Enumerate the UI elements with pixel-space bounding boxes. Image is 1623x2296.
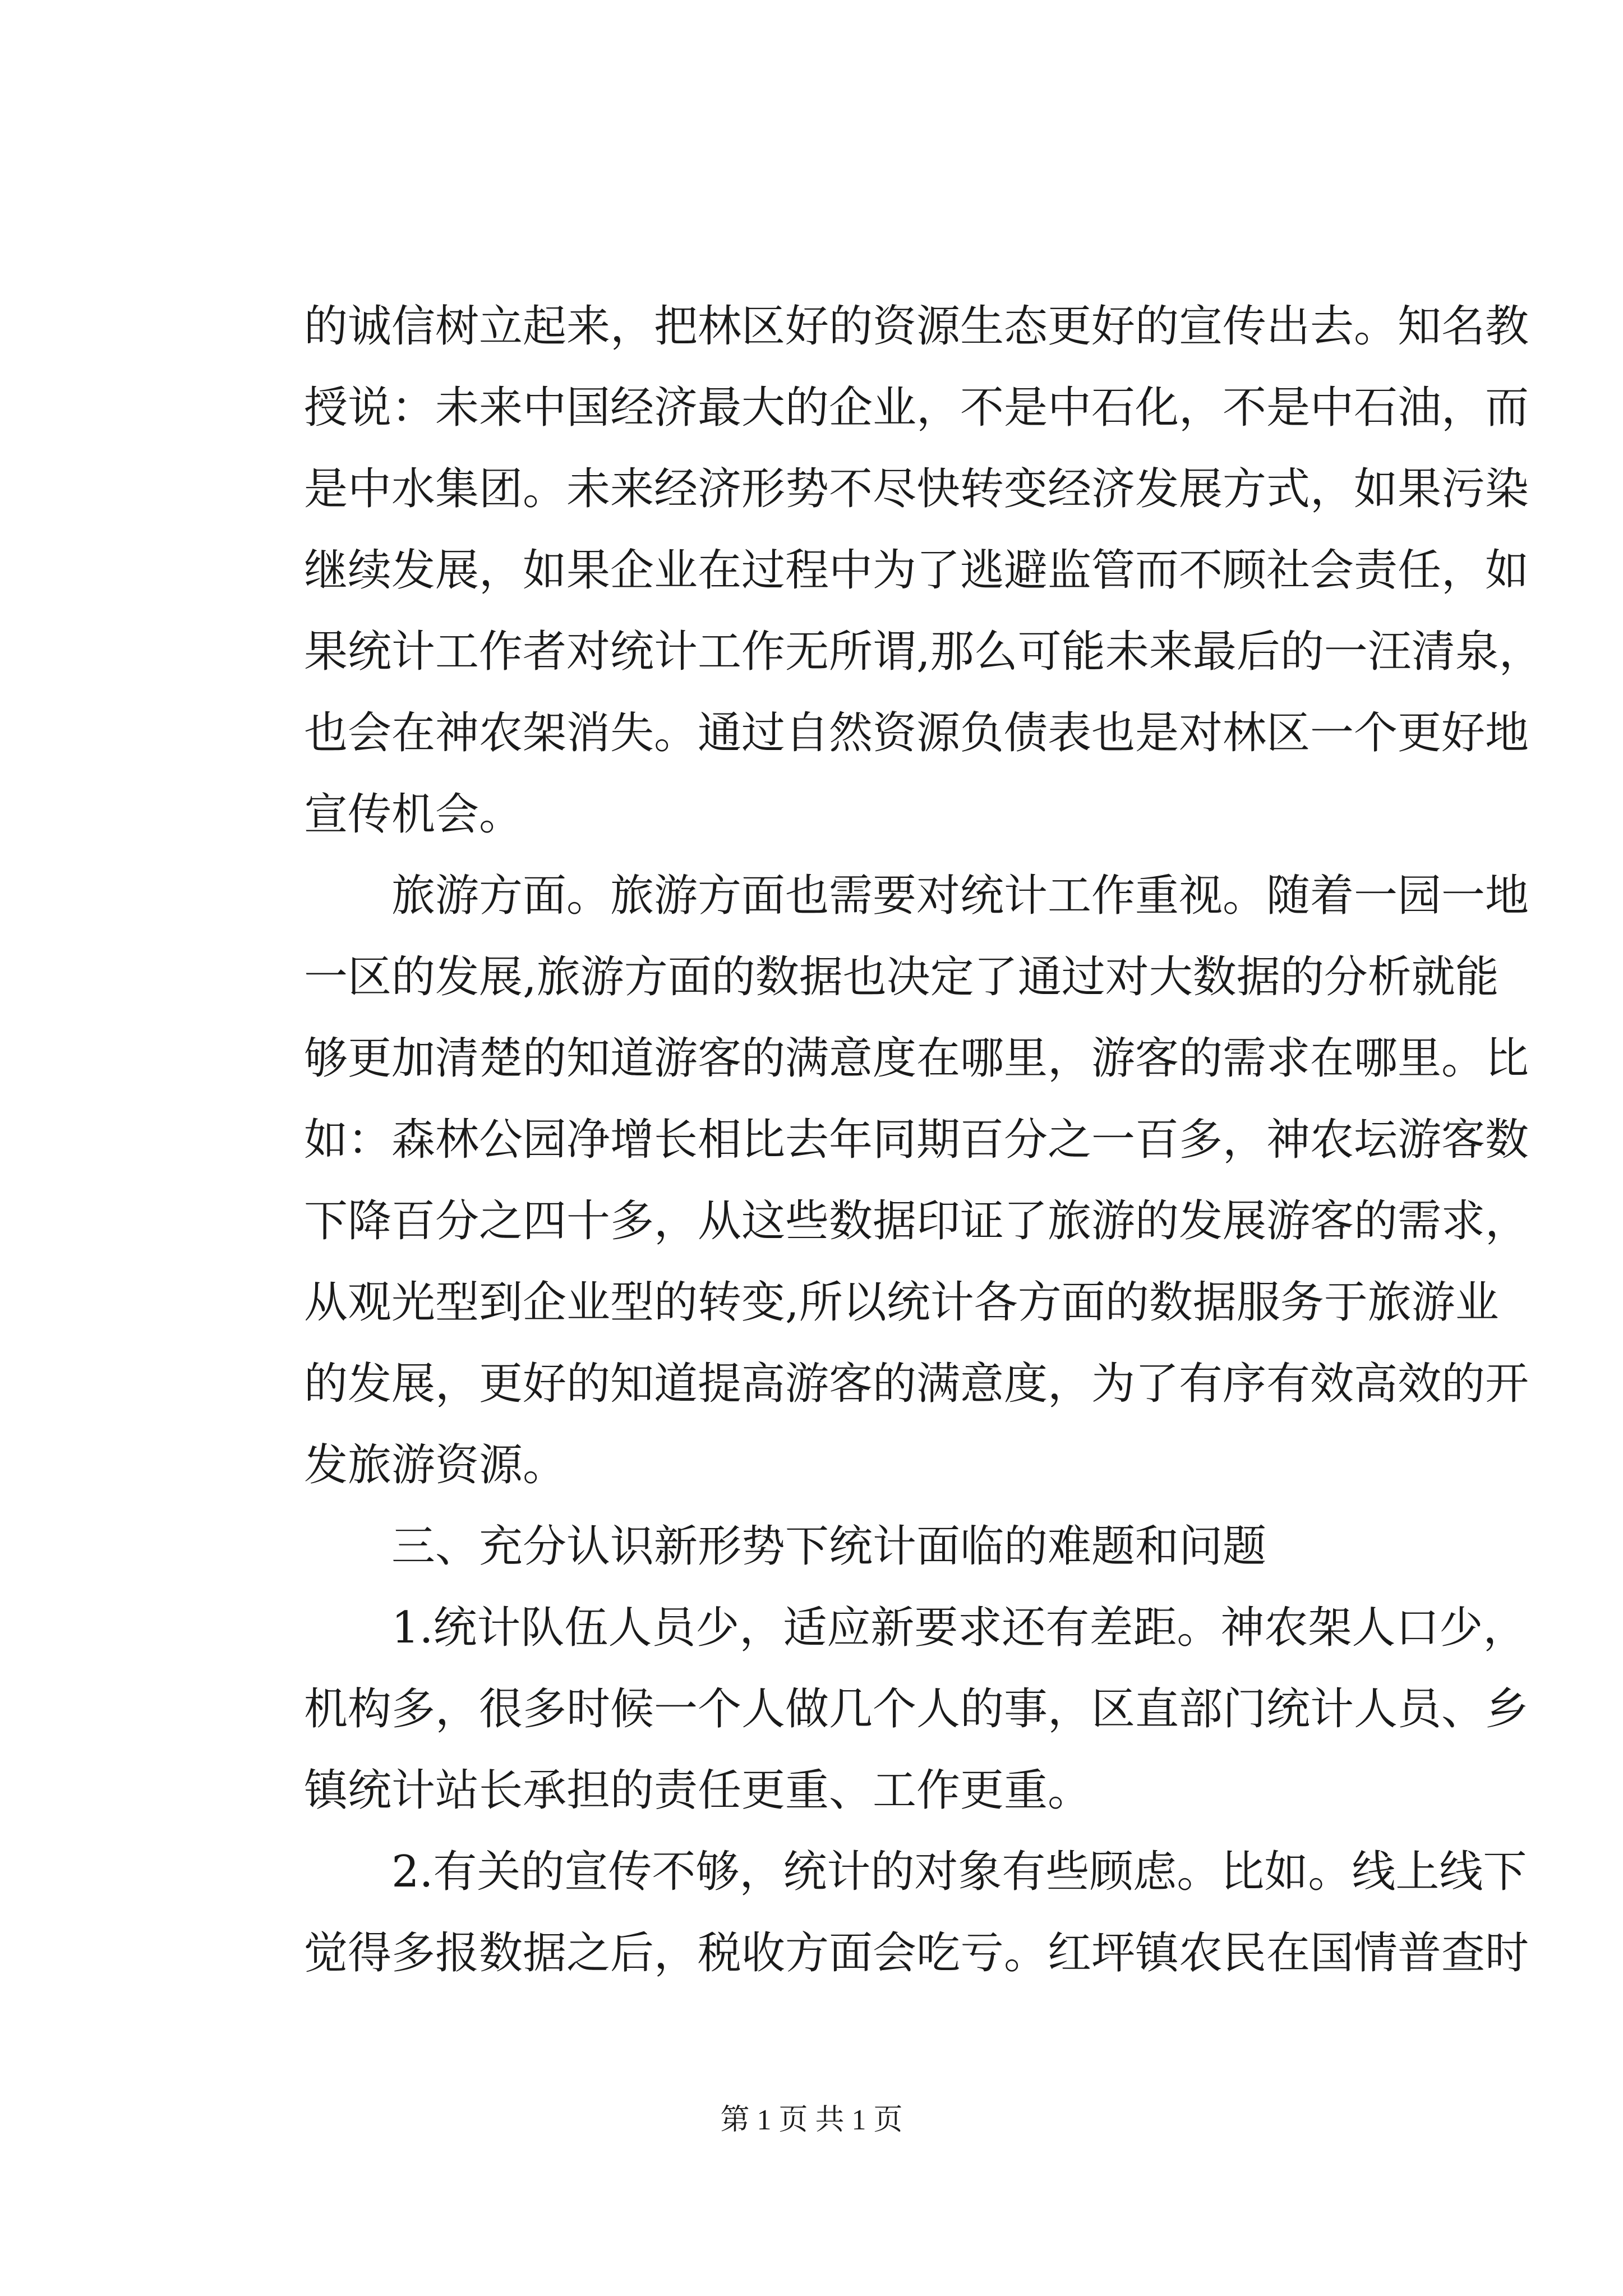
text-line: 的发展，更好的知道提高游客的满意度，为了有序有效高效的开 [304,1359,1529,1409]
text-line: 旅游方面。旅游方面也需要对统计工作重视。随着一园一地 [391,871,1529,921]
text-line: 下降百分之四十多，从这些数据印证了旅游的发展游客的需求， [304,1196,1529,1246]
text-line: 也会在神农架消失。通过自然资源负债表也是对林区一个更好地 [304,708,1529,758]
text-line: 如：森林公园净增长相比去年同期百分之一百多，神农坛游客数 [304,1115,1529,1165]
page-number-footer: 第 1 页 共 1 页 [720,2104,903,2136]
text-line: 够更加清楚的知道游客的满意度在哪里，游客的需求在哪里。比 [304,1033,1529,1084]
text-line: 一区的发展,旅游方面的数据也决定了通过对大数据的分析就能 [304,952,1499,1002]
text-line: 授说：未来中国经济最大的企业，不是中石化，不是中石油，而 [304,383,1529,433]
section-heading: 三、充分认识新形势下统计面临的难题和问题 [391,1521,1267,1572]
text-line: 的诚信树立起来，把林区好的资源生态更好的宣传出去。知名教 [304,301,1529,352]
text-line: 发旅游资源。 [304,1440,567,1490]
text-line: 从观光型到企业型的转变,所以统计各方面的数据服务于旅游业 [304,1277,1499,1328]
text-line: 机构多，很多时候一个人做几个人的事，区直部门统计人员、乡 [304,1684,1529,1734]
text-line: 是中水集团。未来经济形势不尽快转变经济发展方式，如果污染 [304,464,1529,514]
text-line: 继续发展，如果企业在过程中为了逃避监管而不顾社会责任，如 [304,545,1529,596]
document-body [304,286,1543,1994]
text-line: 果统计工作者对统计工作无所谓,那么可能未来最后的一汪清泉， [304,627,1543,677]
text-line: 1.统计队伍人员少，适应新要求还有差距。神农架人口少， [391,1603,1527,1653]
text-line: 镇统计站长承担的责任更重、工作更重。 [304,1765,1092,1816]
text-line: 宣传机会。 [304,789,523,840]
text-line: 觉得多报数据之后，税收方面会吃亏。红坪镇农民在国情普查时 [304,1928,1529,1978]
text-line: 2.有关的宣传不够，统计的对象有些顾虑。比如。线上线下 [391,1847,1527,1897]
